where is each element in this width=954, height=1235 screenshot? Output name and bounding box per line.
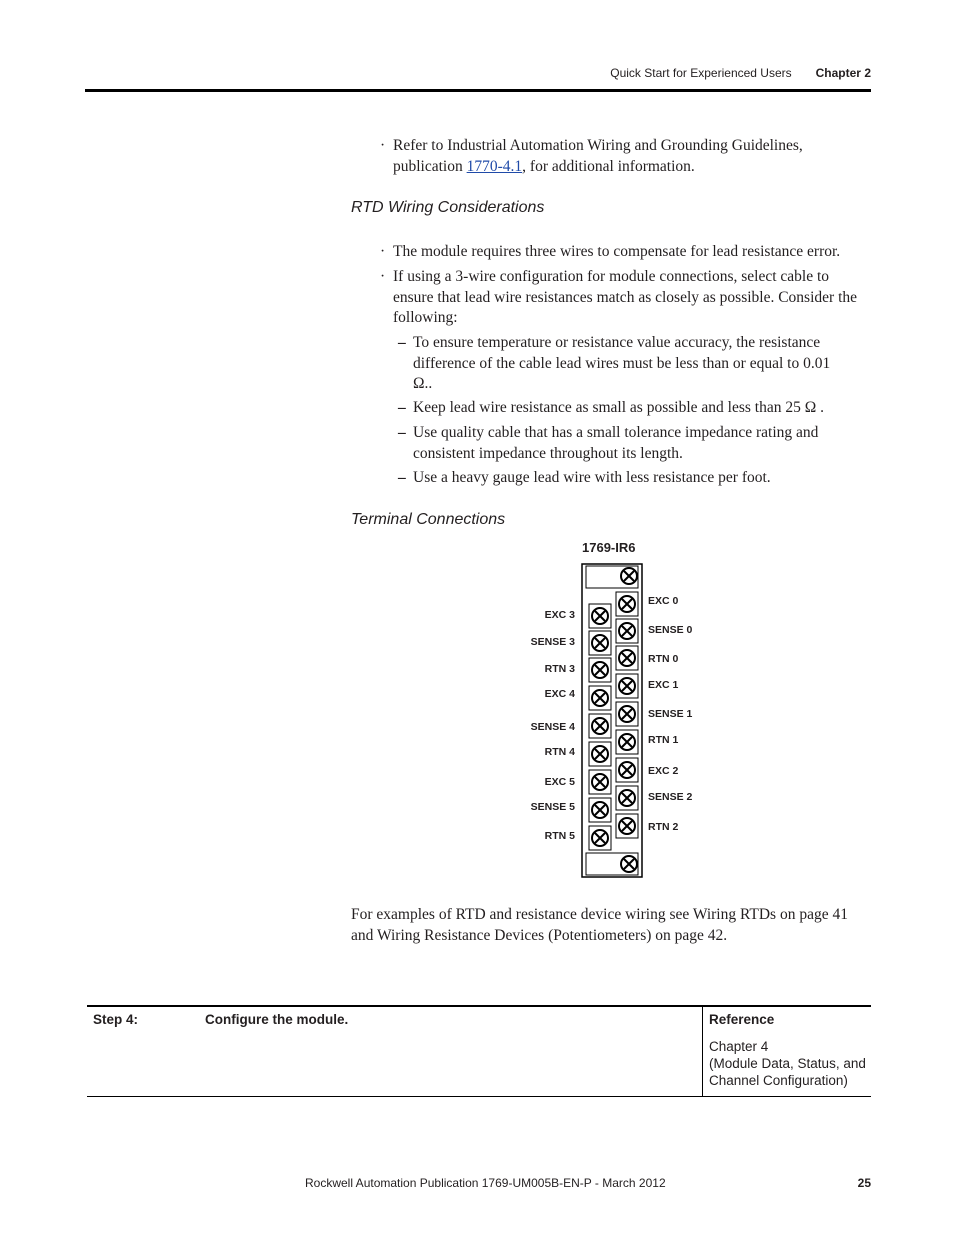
terminal-label-left: RTN 3 [544,663,575,675]
step-table [87,1005,871,1097]
rtd-bullet-2 [380,267,865,329]
terminal-label-right: SENSE 1 [648,708,693,720]
terminal-screw-icon [592,746,608,762]
terminal-label-right: RTN 0 [648,653,679,665]
terminal-screw-icon [619,596,635,612]
bullet-wiring-guidelines [380,136,875,177]
bullet-dot: · [380,268,386,285]
dash-text: Keep lead wire resistance as small as possible and less than 25 Ω . [413,399,824,416]
bullet-text: If using a 3-wire configuration for module connections, select cable to ensure that lead wire resistances match as closely as possible. Consider the following: [393,268,858,326]
running-header [610,66,871,80]
dash-mark: – [398,334,406,351]
step-label: Step 4: [93,1012,139,1027]
column-divider [702,1007,703,1096]
terminal-label-left: RTN 4 [544,746,575,758]
terminal-label-right: EXC 1 [648,679,679,691]
dash-text: Use a heavy gauge lead wire with less resistance per foot. [413,469,771,486]
step-action: Configure the module. [205,1012,349,1027]
terminal-label-left: EXC 4 [544,688,575,700]
dash-text: Use quality cable that has a small tolerance impedance rating and consistent impedance throughout its length. [413,424,819,462]
rtd-dash-1 [398,333,853,395]
terminal-screw-icon [592,608,608,624]
dash-text: To ensure temperature or resistance value accuracy, the resistance difference of the cable lead wires must be less than or equal to 0.01 Ω.. [413,334,831,392]
header-section-title: Quick Start for Experienced Users [610,66,792,80]
terminal-screw-icon [619,706,635,722]
terminal-screw-icon [592,690,608,706]
terminal-label-right: EXC 2 [648,765,679,777]
publication-info: Rockwell Automation Publication 1769-UM005B-EN-P - March 2012 [305,1176,666,1190]
bullet-text-end: , for additional information. [522,157,695,175]
bullet-text: The module requires three wires to compensate for lead resistance error. [393,243,841,260]
rtd-heading: RTD Wiring Considerations [351,199,545,216]
reference-line: (Module Data, Status, and [709,1056,866,1071]
terminal-label-left: RTN 5 [544,830,575,842]
rtd-dash-4 [398,468,858,489]
module-name: 1769-IR6 [582,540,636,555]
reference-line: Chapter 4 [709,1039,769,1054]
dash-mark: – [398,424,406,441]
header-chapter: Chapter 2 [815,66,871,80]
terminal-screw-icon [619,762,635,778]
rtd-dash-3 [398,423,858,464]
terminal-label-right: RTN 1 [648,734,679,746]
rtd-bullet-1 [380,242,875,263]
reference-line: Channel Configuration) [709,1073,848,1088]
bullet-text: Refer to Industrial Automation Wiring and Grounding Guidelines, publication [393,137,803,175]
dash-mark: – [398,469,406,486]
terminal-label-left: SENSE 3 [530,636,575,648]
terminal-heading: Terminal Connections [351,511,506,528]
reference-text [709,1038,866,1089]
reference-header: Reference [709,1012,775,1027]
bullet-dot: · [380,243,386,260]
terminal-label-left: EXC 3 [544,609,575,621]
terminal-screw-icon [592,802,608,818]
terminal-label-right: RTN 2 [648,821,679,833]
terminal-screw-icon [619,734,635,750]
terminal-screw-icon [619,818,635,834]
terminal-screw-icon [619,623,635,639]
terminal-label-right: SENSE 2 [648,791,693,803]
terminal-screw-icon [592,635,608,651]
terminal-screw-icon [619,790,635,806]
terminal-screw-icon [592,774,608,790]
terminal-screw-icon [592,718,608,734]
terminal-label-left: SENSE 5 [530,801,575,813]
terminal-label-left: SENSE 4 [530,721,575,733]
examples-paragraph: For examples of RTD and resistance device wiring see Wiring RTDs on page 41 and Wiring Resistance Devices (Potentiometers) on page 42. [351,906,848,944]
terminal-screw-icon [592,830,608,846]
terminal-block-diagram [520,538,720,883]
terminal-label-right: EXC 0 [648,595,679,607]
page-number: 25 [857,1176,871,1190]
terminal-screw-icon [621,568,637,584]
publication-link[interactable]: 1770-4.1 [466,157,523,175]
terminal-screw-icon [619,650,635,666]
dash-mark: – [398,399,406,416]
terminal-label-left: EXC 5 [544,776,575,788]
terminal-screw-icon [592,662,608,678]
bullet-dot: · [380,137,386,154]
terminal-screw-icon [619,678,635,694]
header-rule [85,89,871,92]
terminal-label-right: SENSE 0 [648,624,693,636]
terminal-screw-icon [621,856,637,872]
rtd-dash-2 [398,398,858,419]
